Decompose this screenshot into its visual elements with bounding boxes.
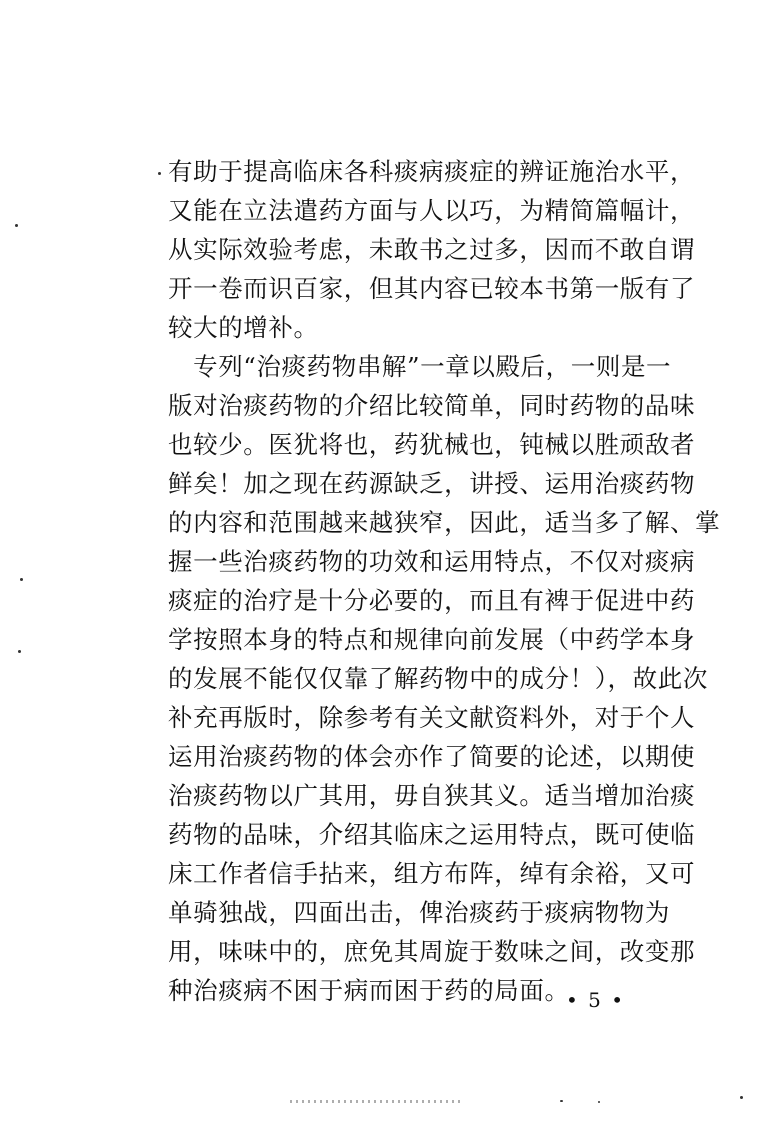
- scan-noise: [290, 1100, 460, 1103]
- text-line: 种治痰病不困于病而困于药的局面。: [168, 976, 570, 1005]
- text-line: 从实际效验考虑，未敢书之过多，因而不敢自谓: [168, 235, 696, 264]
- text-line: 用，味味中的，庶免其周旋于数味之间，改变那: [168, 937, 696, 966]
- scan-speck: [18, 650, 21, 653]
- text-line: 鲜矣！加之现在药源缺乏，讲授、运用治痰药物: [168, 469, 696, 498]
- text-line: 痰症的治疗是十分必要的，而且有裨于促进中药: [168, 586, 696, 615]
- text-line: 单骑独战，四面出击，俾治痰药于痰病物物为: [168, 898, 670, 927]
- text-line: 较大的增补。: [168, 313, 319, 342]
- text-line: 的内容和范围越来越狭窄，因此，适当多了解、掌: [168, 508, 721, 537]
- text-line: 学按照本身的特点和规律向前发展（中药学本身: [168, 625, 696, 654]
- scan-speck: [20, 578, 23, 581]
- text-line: 握一些治痰药物的功效和运用特点，不仅对痰病: [168, 547, 696, 576]
- text-line: 开一卷而识百家，但其内容已较本书第一版有了: [168, 274, 696, 303]
- text-line: 的发展不能仅仅靠了解药物中的成分！），故此次: [168, 664, 708, 693]
- text-line: 版对治痰药物的介绍比较简单，同时药物的品味: [168, 391, 696, 420]
- text-line: 运用治痰药物的体会亦作了简要的论述，以期使: [168, 742, 696, 771]
- text-line: 又能在立法遣药方面与人以巧，为精简篇幅计，: [168, 196, 696, 225]
- text-line: 床工作者信手拈来，组方布阵，绰有余裕，又可: [168, 859, 696, 888]
- scan-speck: [740, 1096, 743, 1099]
- text-line: 治痰药物以广其用，毋自狭其义。适当增加治痰: [168, 781, 696, 810]
- scan-speck: [560, 1100, 563, 1102]
- paragraph-start-line: 专列“治痰药物串解”一章以殿后，一则是一: [168, 352, 672, 381]
- scan-speck: [598, 1101, 600, 1103]
- page-number: • 5 •: [566, 988, 626, 1012]
- scan-speck: [15, 224, 18, 227]
- text-line: 药物的品味，介绍其临床之运用特点，既可使临: [168, 820, 696, 849]
- scan-speck: [158, 172, 161, 175]
- text-line: 补充再版时，除参考有关文献资料外，对于个人: [168, 703, 696, 732]
- text-line: 有助于提高临床各科痰病痰症的辨证施治水平，: [168, 157, 696, 186]
- text-line: 也较少。医犹将也，药犹械也，钝械以胜顽敌者: [168, 430, 696, 459]
